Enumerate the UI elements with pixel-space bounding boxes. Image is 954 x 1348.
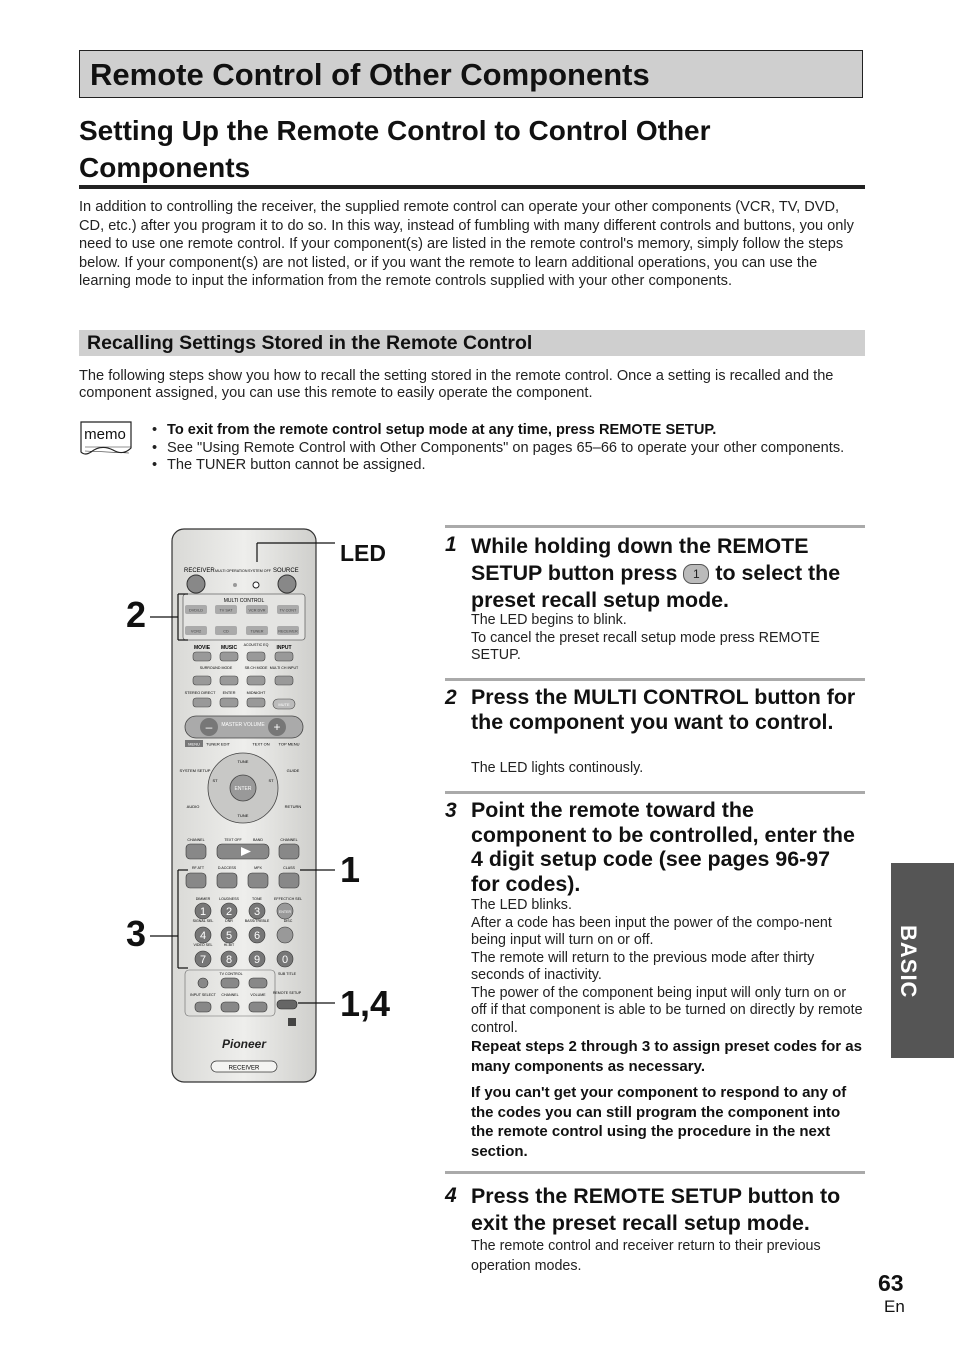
callout-1: 1 xyxy=(340,849,361,890)
remote-effect: EFFECT/CH SEL xyxy=(274,897,302,901)
remote-audio: AUDIO xyxy=(186,804,200,809)
step-4-number: 4 xyxy=(445,1184,457,1207)
step-3-note-fallback: If you can't get your component to respond to any of the codes you can still program the component into the remote control using the procedure in the next section. xyxy=(471,1084,847,1160)
remote-dnr: DNR xyxy=(225,919,233,923)
bullet: • xyxy=(152,422,158,438)
step-2-line: The LED lights continously. xyxy=(471,760,644,776)
step-divider xyxy=(445,525,865,528)
key-3: 3 xyxy=(253,906,261,918)
remote-tune-down: TUNE xyxy=(237,813,249,818)
section-divider xyxy=(79,185,865,189)
key-0: 0 xyxy=(281,954,289,966)
remote-channel-minus: CHANNEL xyxy=(187,838,205,842)
mc-receiver: RECEIVER xyxy=(278,629,298,634)
step-3-line: The power of the component being input will only turn on or off if that component is able to be turned on directly by remote control. xyxy=(471,984,863,1036)
callout-2: 2 xyxy=(126,594,147,635)
step-3-number: 3 xyxy=(445,799,457,822)
remote-channel-plus: CHANNEL xyxy=(280,838,298,842)
remote-sub-title: SUB TITLE xyxy=(277,972,297,976)
key-4: 4 xyxy=(199,930,207,942)
step-3-body xyxy=(471,897,865,1161)
remote-system-off-label: SYSTEM OFF xyxy=(248,569,271,573)
section-title: Setting Up the Remote Control to Control Other Components xyxy=(79,115,711,183)
step-3-line: The LED blinks. xyxy=(471,897,572,913)
callout-3: 3 xyxy=(126,913,147,954)
callout-lines xyxy=(140,540,340,1010)
mc-dvd: DVD/LD xyxy=(189,608,203,613)
key-5: 5 xyxy=(225,930,233,942)
step-divider xyxy=(445,791,865,794)
remote-surround: SURROUND MODE xyxy=(199,666,233,670)
step-1-number: 1 xyxy=(445,533,457,556)
callout-1-4: 1,4 xyxy=(340,983,391,1024)
key-7: 7 xyxy=(199,954,207,966)
remote-tune-up: TUNE xyxy=(237,759,249,764)
bullet: • xyxy=(152,439,158,456)
remote-bass-treble: BASS/TREBLE xyxy=(244,919,270,923)
subsection-title: Recalling Settings Stored in the Remote Control xyxy=(87,332,533,354)
remote-tv-volume: VOLUME xyxy=(250,993,266,997)
memo-item-text: The TUNER button cannot be assigned. xyxy=(167,457,426,474)
remote-mpx: MPX xyxy=(254,866,262,870)
step-4-body xyxy=(471,1237,865,1276)
key-6: 6 xyxy=(253,930,261,942)
remote-input: INPUT xyxy=(276,645,292,651)
remote-joypad-enter: ENTER xyxy=(234,786,252,792)
remote-tuner-edit: TUNER EDIT xyxy=(206,741,230,747)
remote-rf-att: RF ATT xyxy=(191,866,205,870)
chapter-title-box xyxy=(79,50,863,98)
page-language: En xyxy=(884,1297,905,1316)
step-2-heading: Press the MULTI CONTROL button for the component you want to control. xyxy=(471,685,856,734)
remote-st-left: ST xyxy=(212,778,218,783)
memo-item xyxy=(152,457,865,475)
mc-vcr2: VCR2 xyxy=(190,629,202,634)
remote-disc: DISC xyxy=(283,919,293,923)
remote-brand: Pioneer xyxy=(221,1037,267,1051)
remote-signal-sel: SIGNAL SEL xyxy=(192,919,214,923)
step-4-heading: Press the REMOTE SETUP button to exit the preset recall setup mode. xyxy=(471,1184,841,1235)
key-1-icon: 1 xyxy=(683,564,709,584)
remote-system-setup: SYSTEM SETUP xyxy=(179,768,211,773)
remote-enter-label: ENTER xyxy=(222,691,236,695)
memo-icon-label: memo xyxy=(84,426,126,443)
remote-movie: MOVIE xyxy=(193,645,211,651)
memo-icon xyxy=(79,420,137,458)
side-tab-label: BASIC xyxy=(896,925,921,999)
remote-class: CLASS xyxy=(283,866,295,870)
page-number: 63 xyxy=(878,1270,904,1296)
remote-tv-control: TV CONTROL xyxy=(219,972,243,976)
step-1-heading-a: While holding down the REMOTE SETUP button press xyxy=(471,534,809,585)
step-1-heading xyxy=(471,533,863,614)
remote-band: BAND xyxy=(253,838,263,842)
step-1-line: To cancel the preset recall setup mode press REMOTE SETUP. xyxy=(471,629,820,663)
key-9: 9 xyxy=(253,954,261,966)
intro-paragraph: In addition to controlling the receiver, the supplied remote control can operate your other components (VCR, TV, DVD, CD, etc.) after you program it to do so. In this way, instead of fumbling with many different controls and buttons, you only need to use one remote control. If your component(s) are listed in the remote control's memory, simply follow the steps below. If your component(s) are not listed, or if you want the remote to learn additional operations, you can use the learning mode to input the information from the remote controls supplied with your other components. xyxy=(79,199,854,290)
step-divider xyxy=(445,678,865,681)
mc-tuner: TUNER xyxy=(250,629,264,634)
side-tab-basic xyxy=(891,863,954,1058)
bullet: • xyxy=(152,457,158,474)
remote-remote-setup: REMOTE SETUP xyxy=(272,991,302,995)
remote-menu: MENU xyxy=(188,741,200,747)
callout-led: LED xyxy=(340,540,386,566)
subsection-intro: The following steps show you how to recall the setting stored in the remote control. Once a setting is recalled and the component assigned, you can use this remote to easily operate the component. xyxy=(79,368,834,402)
remote-receiver-label: RECEIVER xyxy=(184,568,215,574)
memo-item-text: To exit from the remote control setup mode at any time, press REMOTE SETUP. xyxy=(167,422,717,438)
step-1-body xyxy=(471,612,865,665)
remote-model: RECEIVER xyxy=(228,1065,260,1072)
remote-mute: MUTE xyxy=(278,702,290,707)
remote-tv-channel: CHANNEL xyxy=(221,993,239,997)
mc-tvsat: TV SAT xyxy=(219,608,233,613)
remote-sbch: SB CH MODE xyxy=(244,666,268,670)
remote-hi-bit: HI-BIT xyxy=(223,943,235,947)
memo-item xyxy=(152,422,865,440)
mc-vcr: VCR DVR xyxy=(248,608,266,613)
step-1-heading-b: to select the preset recall setup mode. xyxy=(471,561,841,612)
remote-daccess: D.ACCESS xyxy=(217,866,237,870)
remote-source-label: SOURCE xyxy=(273,568,299,574)
mc-cd: CD xyxy=(223,629,229,634)
mc-tvcont: TV CONT xyxy=(279,608,297,613)
key-8: 8 xyxy=(225,954,233,966)
step-1-line: The LED begins to blink. xyxy=(471,612,627,628)
remote-acoustic-eq: ACOUSTIC EQ xyxy=(243,643,269,647)
svg-text:+: + xyxy=(273,720,281,734)
memo-item xyxy=(152,440,865,458)
remote-music: MUSIC xyxy=(220,645,238,651)
memo-item-text: See "Using Remote Control with Other Components" on pages 65–66 to operate your other components. xyxy=(167,439,845,456)
step-2-body xyxy=(471,760,865,778)
remote-master-volume: MASTER VOLUME xyxy=(221,722,265,728)
remote-st-right: ST xyxy=(268,778,274,783)
remote-input-select: INPUT SELECT xyxy=(190,993,216,997)
subsection-title-box xyxy=(79,330,865,356)
key-1: 1 xyxy=(199,906,207,918)
remote-text-off: TEXT OFF xyxy=(224,838,242,842)
remote-loudness: LOUDNESS xyxy=(219,897,239,901)
remote-multich: MULTI CH INPUT xyxy=(269,666,299,670)
step-3-line: After a code has been input the power of the compo-nent being input will turn on or off. xyxy=(471,914,832,948)
remote-tone: TONE xyxy=(252,897,262,901)
remote-midnight: MIDNIGHT xyxy=(246,691,266,695)
remote-top-menu: TOP MENU xyxy=(278,741,300,747)
chapter-title: Remote Control of Other Components xyxy=(90,57,650,92)
remote-dimmer: DIMMER xyxy=(195,897,211,901)
step-3-line: The remote will return to the previous mode after thirty seconds of inactivity. xyxy=(471,949,815,983)
remote-multi-control-label: MULTI CONTROL xyxy=(223,598,265,604)
step-3-note-repeat: Repeat steps 2 through 3 to assign preset codes for as many components as necessary. xyxy=(471,1038,862,1075)
step-3-heading: Point the remote toward the component to be controlled, enter the 4 digit setup code (see pages 96-97 for codes). xyxy=(471,798,855,896)
step-divider xyxy=(445,1171,865,1174)
key-2: 2 xyxy=(225,906,233,918)
remote-enter-key: ENTER xyxy=(278,910,292,914)
remote-return: RETURN xyxy=(284,804,302,809)
step-4-line: The remote control and receiver return to their previous operation modes. xyxy=(471,1238,821,1274)
remote-multi-op-label: MULTI OPERATION xyxy=(215,569,248,573)
svg-text:–: – xyxy=(205,720,213,734)
remote-guide: GUIDE xyxy=(286,768,300,773)
step-2-number: 2 xyxy=(445,686,457,709)
remote-stereo: STEREO DIRECT xyxy=(184,691,216,695)
remote-video-sel: VIDEO SEL xyxy=(193,943,213,947)
remote-text-on: TEXT ON xyxy=(252,741,270,747)
memo-list xyxy=(152,422,865,475)
